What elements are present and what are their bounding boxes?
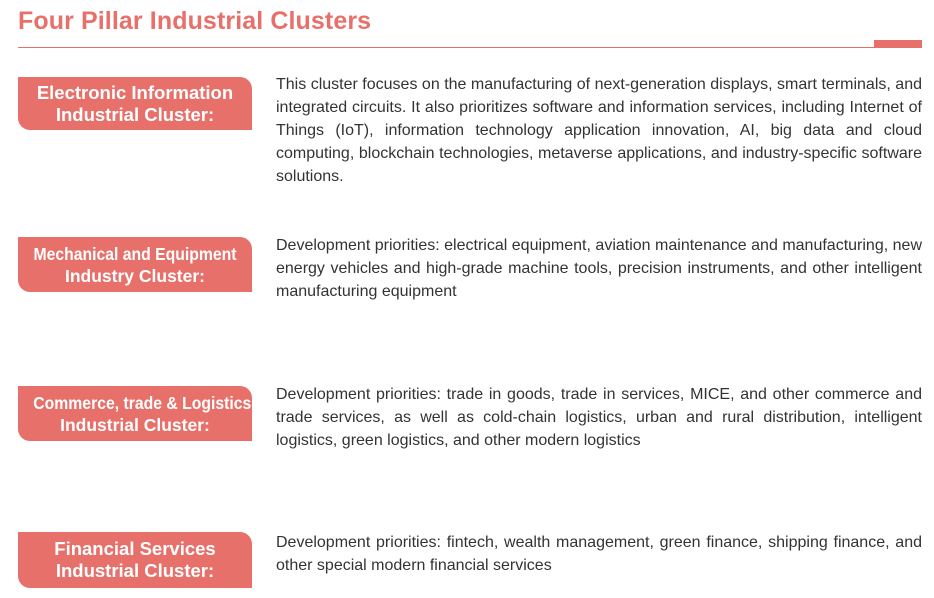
cluster-label-line: Financial Services [54,538,216,559]
page-title: Four Pillar Industrial Clusters [18,7,372,35]
cluster-label-electronic-information [18,77,252,130]
cluster-description-commerce-trade-logistics: Development priorities: trade in goods, trade in services, MICE, and other commerce and trade services, as well as cold-chain logistics, urban and rural distribution, intelligent logistics, green logistics, and other modern logistics [276,386,922,449]
cluster-label-commerce-trade-logistics [18,386,252,441]
title-divider [18,47,922,48]
cluster-label-line: Industrial Cluster: [55,103,215,125]
cluster-label-line: Industrial Cluster: [55,560,215,581]
cluster-label-mechanical-equipment [18,237,252,292]
cluster-label-line: Electronic Information [36,81,234,103]
title-divider-accent [874,40,922,47]
cluster-description-mechanical-equipment: Development priorities: electrical equipment, aviation maintenance and manufacturing, new energy vehicles and high-grade machine tools, precision instruments, and other intelligent manufacturing equipment [276,237,922,300]
cluster-description-financial-services: Development priorities: fintech, wealth management, green finance, shipping finance, and other special modern financial services [276,534,922,574]
cluster-label-financial-services [18,532,252,588]
cluster-label-line: Commerce, trade & Logistics [33,392,252,413]
cluster-label-line: Industry Cluster: [64,265,206,286]
cluster-label-line: Mechanical and Equipment [33,243,237,264]
cluster-label-line: Industrial Cluster: [60,414,210,435]
cluster-description-electronic-information: This cluster focuses on the manufacturing of next-generation displays, smart terminals, and integrated circuits. It also prioritizes software and information services, including Internet of Things (IoT), information technology application innovation, AI, big data and cloud computing, blockchain technologies, metaverse applications, and industry-specific software solutions. [276,76,922,185]
